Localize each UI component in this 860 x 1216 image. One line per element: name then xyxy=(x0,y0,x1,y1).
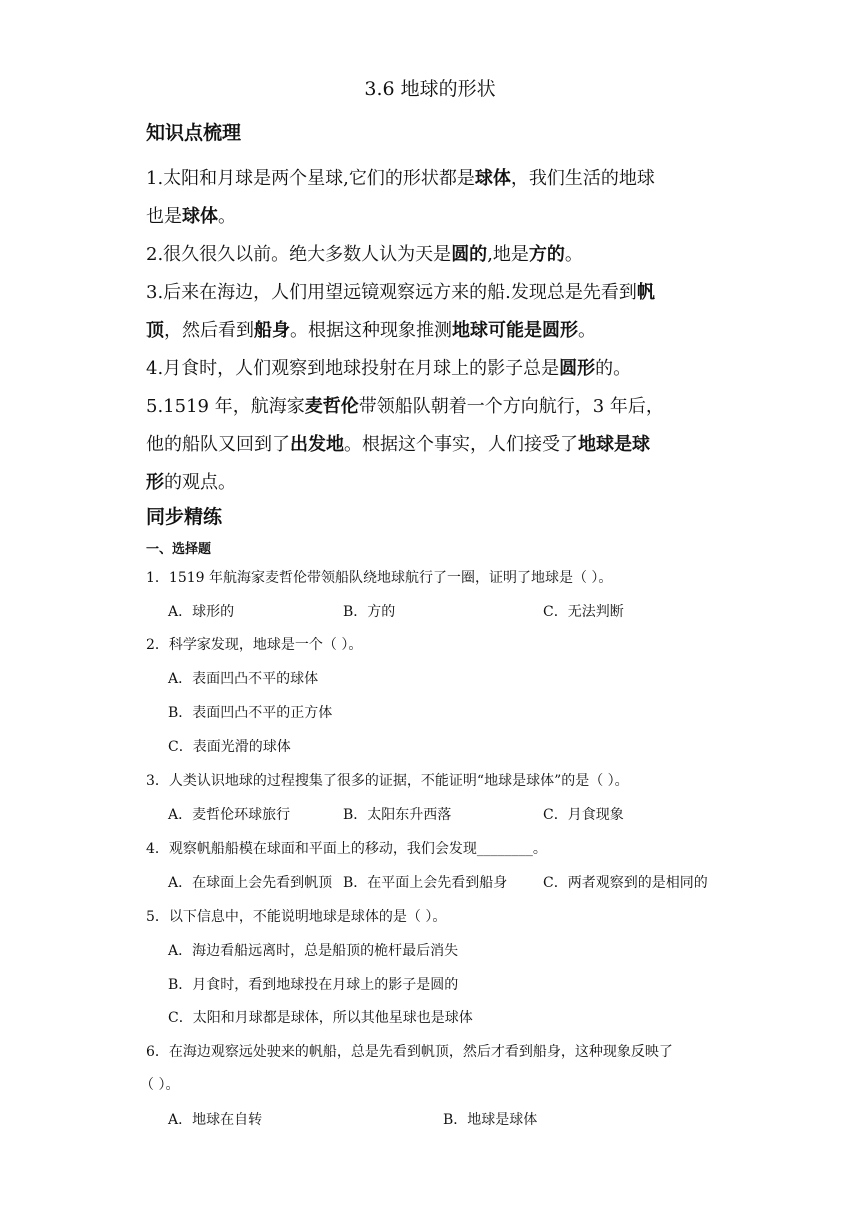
option-4a[interactable]: A．在球面上会先看到帆顶 xyxy=(168,875,333,891)
option-2a[interactable]: A．表面凹凸不平的球体 xyxy=(168,671,319,687)
emphasis: 球体 xyxy=(474,168,511,189)
question-6: 6．在海边观察远处驶来的帆船，总是先看到帆顶，然后才看到船身，这种现象反映了 xyxy=(146,1044,673,1060)
emphasis: 出发地 xyxy=(290,434,344,455)
option-1a[interactable]: A．球形的 xyxy=(168,604,235,620)
question-5: 5．以下信息中，不能说明地球是球体的是（ ）。 xyxy=(146,909,447,925)
option-3a[interactable]: A．麦哲伦环球旅行 xyxy=(168,807,291,823)
emphasis: 球体 xyxy=(182,206,218,227)
knowledge-point-1 xyxy=(146,160,718,236)
option-6b[interactable]: B．地球是球体 xyxy=(443,1112,538,1128)
text: 的。 xyxy=(595,358,632,379)
text: 。 xyxy=(578,320,596,341)
knowledge-heading: 知识点梳理 xyxy=(146,122,242,144)
emphasis: 地球是球 xyxy=(578,434,650,455)
text: ，我们生活的地球 xyxy=(510,168,655,189)
text: 带领船队朝着一个方向航行，3 年后， xyxy=(358,396,664,417)
question-3: 3．人类认识地球的过程搜集了很多的证据，不能证明“地球是球体”的是（ ）。 xyxy=(146,773,629,789)
text: 也是 xyxy=(146,206,182,227)
text: 的观点。 xyxy=(164,472,236,493)
page-title: 3.6 地球的形状 xyxy=(364,78,496,100)
option-5c[interactable]: C．太阳和月球都是球体，所以其他星球也是球体 xyxy=(168,1010,473,1026)
emphasis: 麦哲伦 xyxy=(304,396,359,417)
text: 2.很久很久以前。绝大多数人认为天是 xyxy=(146,244,452,265)
option-4c[interactable]: C．两者观察到的是相同的 xyxy=(543,875,708,891)
option-2b[interactable]: B．表面凹凸不平的正方体 xyxy=(168,705,333,721)
text: 4.月食时，人们观察到地球投射在月球上的影子总是 xyxy=(146,358,560,379)
option-6a[interactable]: A．地球在自转 xyxy=(168,1112,263,1128)
option-1c[interactable]: C．无法判断 xyxy=(543,604,624,620)
section-heading: 一、选择题 xyxy=(146,542,212,557)
knowledge-point-3 xyxy=(146,274,718,350)
emphasis: 顶 xyxy=(146,320,164,341)
text: 。 xyxy=(218,206,236,227)
emphasis: 船身 xyxy=(254,320,290,341)
knowledge-point-2 xyxy=(146,236,718,274)
text: 。根据这种现象推测 xyxy=(290,320,452,341)
practice-heading: 同步精练 xyxy=(146,506,223,528)
text: 。 xyxy=(564,244,583,265)
knowledge-point-5 xyxy=(146,388,718,502)
question-4: 4．观察帆船船模在球面和平面上的移动，我们会发现________。 xyxy=(146,841,547,857)
text: 1.太阳和月球是两个星球,它们的形状都是 xyxy=(146,168,475,189)
text: 。根据这个事实，人们接受了 xyxy=(344,434,578,455)
option-5b[interactable]: B．月食时，看到地球投在月球上的影子是圆的 xyxy=(168,977,459,993)
option-3c[interactable]: C．月食现象 xyxy=(543,807,624,823)
text: 5.1519 年，航海家 xyxy=(146,396,305,417)
knowledge-point-4 xyxy=(146,350,718,388)
emphasis: 圆形 xyxy=(559,358,596,379)
question-2: 2．科学家发现，地球是一个（ ）。 xyxy=(146,637,363,653)
emphasis: 方的 xyxy=(528,244,565,265)
question-1: 1．1519 年航海家麦哲伦带领船队绕地球航行了一圈，证明了地球是（ ）。 xyxy=(146,570,613,586)
option-4b[interactable]: B．在平面上会先看到船身 xyxy=(343,875,508,891)
option-2c[interactable]: C．表面光滑的球体 xyxy=(168,739,291,755)
text: ，然后看到 xyxy=(164,320,254,341)
text: 3.后来在海边，人们用望远镜观察远方来的船.发现总是先看到 xyxy=(146,282,637,303)
emphasis: 帆 xyxy=(636,282,655,303)
emphasis: 地球可能是圆形 xyxy=(452,320,578,341)
emphasis: 形 xyxy=(146,472,164,493)
option-3b[interactable]: B．太阳东升西落 xyxy=(343,807,452,823)
text: 他的船队又回到了 xyxy=(146,434,290,455)
question-6-continuation: （ ）。 xyxy=(140,1077,180,1093)
option-5a[interactable]: A．海边看船远离时，总是船顶的桅杆最后消失 xyxy=(168,943,459,959)
emphasis: 圆的 xyxy=(451,244,488,265)
option-1b[interactable]: B．方的 xyxy=(343,604,396,620)
text: ,地是 xyxy=(487,244,529,265)
